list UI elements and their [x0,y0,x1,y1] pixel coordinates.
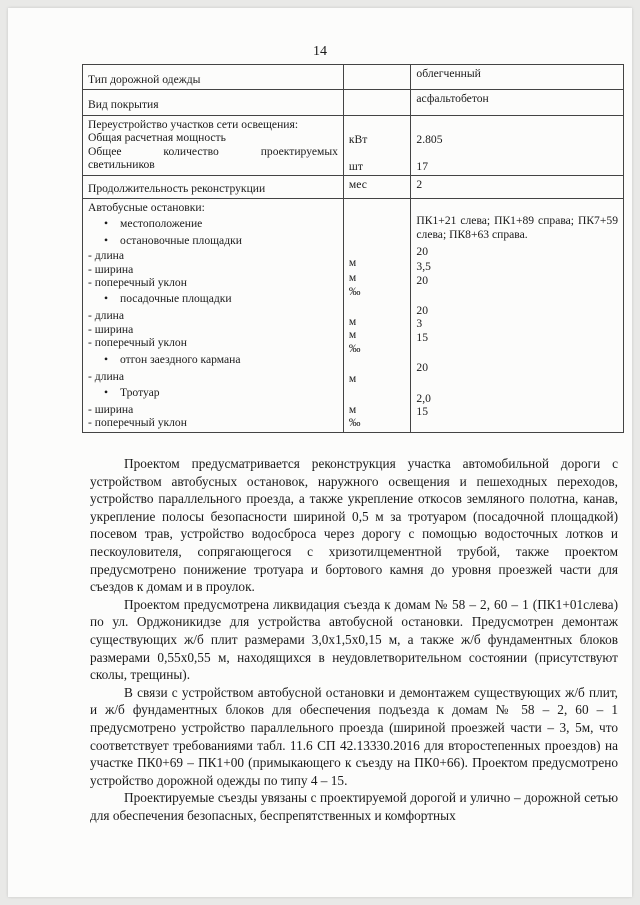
unit-m: м [348,256,357,270]
unit-m: м [348,402,357,416]
bus-stops-values [411,198,624,432]
table-row [83,90,624,115]
unit-m: м [348,271,357,285]
unit-permille: ‰ [348,341,361,355]
unit-kw: кВт [348,133,368,147]
unit-pcs: шт [348,159,363,173]
stop-platforms-label: • остановочные площадки [88,234,338,249]
sidewalk-label: • Тротуар [88,383,338,403]
surface-type-unit [343,90,410,115]
unit-permille: ‰ [348,284,361,298]
unit-m: м [348,372,357,386]
lighting-power-label: Общая расчетная мощность [88,131,226,145]
sidewalk-slope-label: - поперечный уклон [88,416,187,430]
paragraph-1: Проектом предусматривается реконструкция участка автомобильной дороги с устройством автобусных остановок, наружного освещения и пешеходных переходов, устройство параллельного проезда, а также укрепление откосов земляного полотна, канав, укрепление полосы безопасности шириной 0,5 м за тротуаром (посадочной площадкой) посевом трав, устройство водосброса через дорогу с помощью водосточных лотков и пескоуловителя, сопрягающегося с хризотилцементной трубой, также проектом предусмотрено понижение тротуара и бортового камня до уровня проезжей части для съездов к домам и в проулок. [90,456,618,595]
pavement-type-unit [343,65,410,90]
table-row [83,65,624,90]
board-width-label: - ширина [88,322,134,336]
bus-stops-units [343,198,410,432]
taper-length-value: 20 [416,361,428,375]
body-text [90,455,618,824]
table-row [83,198,624,432]
lighting-units [343,115,410,176]
stop-length-label: - длина [88,249,124,263]
page-number: 14 [313,44,327,59]
duration-unit: мес [343,176,410,198]
lighting-header: Переустройство участков сети освещения: [88,117,299,131]
paragraph-4: Проектируемые съезды увязаны с проектируемой дорогой и улично – дорожной сетью для обеспечения безопасных, беспрепятственных и комфортных [90,790,618,823]
power-value: 2.805 [416,133,443,147]
surface-type-value: асфальтобетон [411,90,624,115]
stop-length-value: 20 [416,245,428,259]
stop-width-label: - ширина [88,262,134,276]
bus-stops-header: Автобусные остановки: [88,200,205,214]
location-label: • местоположение [88,214,338,234]
stop-width-value: 3,5 [416,260,431,274]
unit-m: м [348,314,357,328]
taper-length-label: - длина [88,369,124,383]
surface-type-label: Вид покрытия [83,90,344,115]
specification-table [82,64,624,433]
lighting-values [411,115,624,176]
table-row [83,176,624,198]
sidewalk-slope-value: 15 [416,404,428,418]
stop-slope-value: 20 [416,273,428,287]
board-slope-value: 15 [416,330,428,344]
lighting-count-label: Общее количество проектируемых [88,144,338,158]
board-length-value: 20 [416,303,428,317]
paragraph-2: Проектом предусмотрена ликвидация съезда к домам № 58 – 2, 60 – 1 (ПК1+01слева) по ул. Орджоникидзе для устройства автобусной остановки. Предусмотрен демонтаж существующих ж/б плит размерами 3,0х1,5х0,15 м, а также ж/б фундаментных блоков размерами 0,55х0,55 м, находящихся в неудовлетворительном состоянии (присутствуют сколы, трещины). [90,596,618,683]
sidewalk-width-label: - ширина [88,402,134,416]
unit-permille: ‰ [348,415,361,429]
document-page [8,8,632,897]
bus-stops-cell [83,198,344,432]
paragraph-3: В связи с устройством автобусной остановки и демонтажем существующих ж/б плит, и ж/б фундаментных блоков для обеспечения подъезда к домам № 58 – 2, 60 – 1 предусмотрено устройство параллельного проезда (шириной проезжей части – 3, 5м, что соответствует требованиями табл. 11.6 СП 42.13330.2016 для второстепенных проездов) на участке ПК0+69 – ПК1+00 (примыкающего к съезду на ПК0+66). Проектом предусмотрено устройство дорожной одежды по типу 4 – 15. [90,684,618,788]
stop-slope-label: - поперечный уклон [88,275,187,289]
unit-m: м [348,328,357,342]
lighting-cell [83,115,344,176]
location-value: ПК1+21 слева; ПК1+89 справа; ПК7+59 слева; ПК8+63 справа. [416,214,618,242]
table-row [83,115,624,176]
lighting-count-label-cont: светильников [88,157,155,171]
bay-taper-label: • отгон заездного кармана [88,350,338,370]
board-width-value: 3 [416,317,423,331]
board-slope-label: - поперечный уклон [88,336,187,350]
duration-value: 2 [411,176,624,198]
pavement-type-value: облегченный [411,65,624,90]
sidewalk-width-value: 2,0 [416,391,431,405]
count-value: 17 [416,159,428,173]
pavement-type-label: Тип дорожной одежды [83,65,344,90]
board-length-label: - длина [88,309,124,323]
boarding-platforms-label: • посадочные площадки [88,289,338,309]
duration-label: Продолжительность реконструкции [83,176,344,198]
